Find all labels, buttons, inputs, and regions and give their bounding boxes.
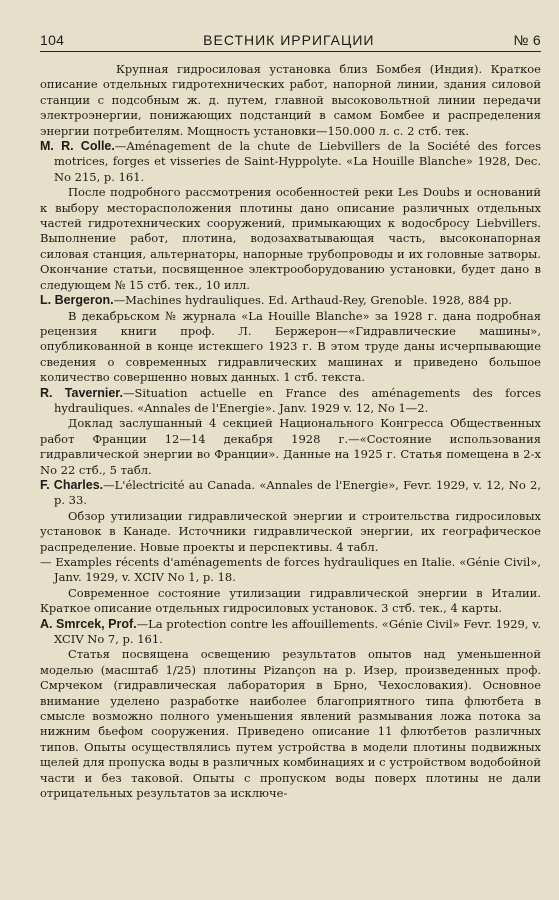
entry-citation <box>40 555 541 586</box>
issue-number: № 6 <box>513 32 541 48</box>
page-header <box>40 32 541 52</box>
entry-title: —L'électricité au Canada. «Annales de l'Energie», Fevr. 1929, v. 12, No 2, p. 33. <box>54 477 541 508</box>
entry-body: Обзор утилизации гидравлической энергии и строительства гидросиловых установок в Канаде. Источники гидравлической энергии, их географическое распределение. Новые проекты и перспективы. 4 табл. <box>40 508 541 554</box>
entry-author: L. Bergeron. <box>40 293 114 308</box>
entry-citation <box>40 478 541 509</box>
entry-citation <box>40 139 541 185</box>
entry-author: F. Charles. <box>40 477 104 492</box>
entry-title: Examples récents d'aménagements de forces hydrauliques en Italie. «Génie Civil», Janv. 1929, v. XCIV No 1, p. 18. <box>51 555 541 585</box>
entry-body: В декабрьском № журнала «La Houille Blanche» за 1928 г. дана подробная рецензия книги проф. Л. Бержерон—«Гидравлические машины», опубликованной в конце истекшего 1923 г. В этом труде даны исчерпывающие сведения о современных гидравлических машинах и приведено большое количество совершенно новых данных. 1 стб. текста. <box>40 308 541 385</box>
entry-body: После подробного рассмотрения особенностей реки Les Doubs и оснований к выбору месторасположения плотины дано описание различных отдельных частей гидротехнических сооружений, примыкающих к водосбросу Liebvillers. Выполнение работ, плотина, водозахватывающая часть, высоконапорная силовая станция, альтернаторы, напорные трубопроводы и их головные затворы. Окончание статьи, посвященное электрооборудованию установки, будет дано в следующем № 15 стб. тек., 10 илл. <box>40 185 541 292</box>
article-text <box>40 62 541 802</box>
entry-title: —Situation actuelle en France des aménagements des forces hydrauliques. «Annales de l'Energie». Janv. 1929 v. 12, No 1—2. <box>54 385 542 415</box>
page-number: 104 <box>40 32 65 48</box>
entry-title: —Machines hydrauliques. Ed. Arthaud-Rey, Grenoble. 1928, 884 pp. <box>113 293 512 308</box>
entry-author: A. Smrcek, Prof. <box>40 616 137 631</box>
entry-dash: — <box>40 555 52 569</box>
entry-body: Крупная гидросиловая установка близ Бомбея (Индия). Краткое описание отдельных гидротехнических работ, напорной линии, здания силовой станции с подсобным ж. д. путем, главной высоковольтной линии передачи электроэнергии, понижающих подстанций в самом Бомбее и распределения энергии потребителям. Мощность установки—150.000 л. с. 2 стб. тек. <box>40 62 541 138</box>
entry-citation <box>40 617 541 648</box>
entry-citation <box>40 293 541 308</box>
entry-title: —Aménagement de la chute de Liebvillers de la Société des forces motrices, forges et visseries de Saint-Hyppolyte. «La Houille Blanche» 1928, Dec. No 215, p. 161. <box>54 139 541 184</box>
entry-title: —La protection contre les affouillements. «Génie Civil» Fevr. 1929, v. XCIV No 7, p. 161. <box>54 616 541 647</box>
entry-body: Современное состояние утилизации гидравлической энергии в Италии. Краткое описание отдельных гидросиловых установок. 3 стб. тек., 4 карты. <box>40 585 541 616</box>
journal-title: ВЕСТНИК ИРРИГАЦИИ <box>203 32 375 48</box>
entry-body: Статья посвящена освещению результатов опытов над уменьшенной моделью (масштаб 1/25) плотины Pizançon на р. Изер, произведенных проф. Смрчеком (гидравлическая лаборатория в Брно, Чехословакия). Основное внимание уделено разработке наиболее благоприятного типа флютбета в смысле возможно полного уменьшения явлений размывания ложа потока за нижним бьефом сооружения. Приведено описание 11 флютбетов различных типов. Опыты осуществлялись путем устройства в модели плотины подвижных щелей для пропуска воды в различных комбинациях и с устройством водобойной части и без таковой. Опыты с пропуском воды поверх плотины не дали отрицательных результатов за исключе- <box>40 647 541 801</box>
entry-body: Доклад заслушанный 4 секцией Национального Конгресса Общественных работ Франции 12—14 декабря 1928 г.—«Состояние использования гидравлической энергии во Франции». Данные на 1925 г. Статья помещена в 2-х No 22 стб., 5 табл. <box>40 416 541 477</box>
entry-author: M. R. Colle. <box>40 139 115 154</box>
entry-author: R. Tavernier. <box>40 385 123 400</box>
entry-citation <box>40 386 541 417</box>
